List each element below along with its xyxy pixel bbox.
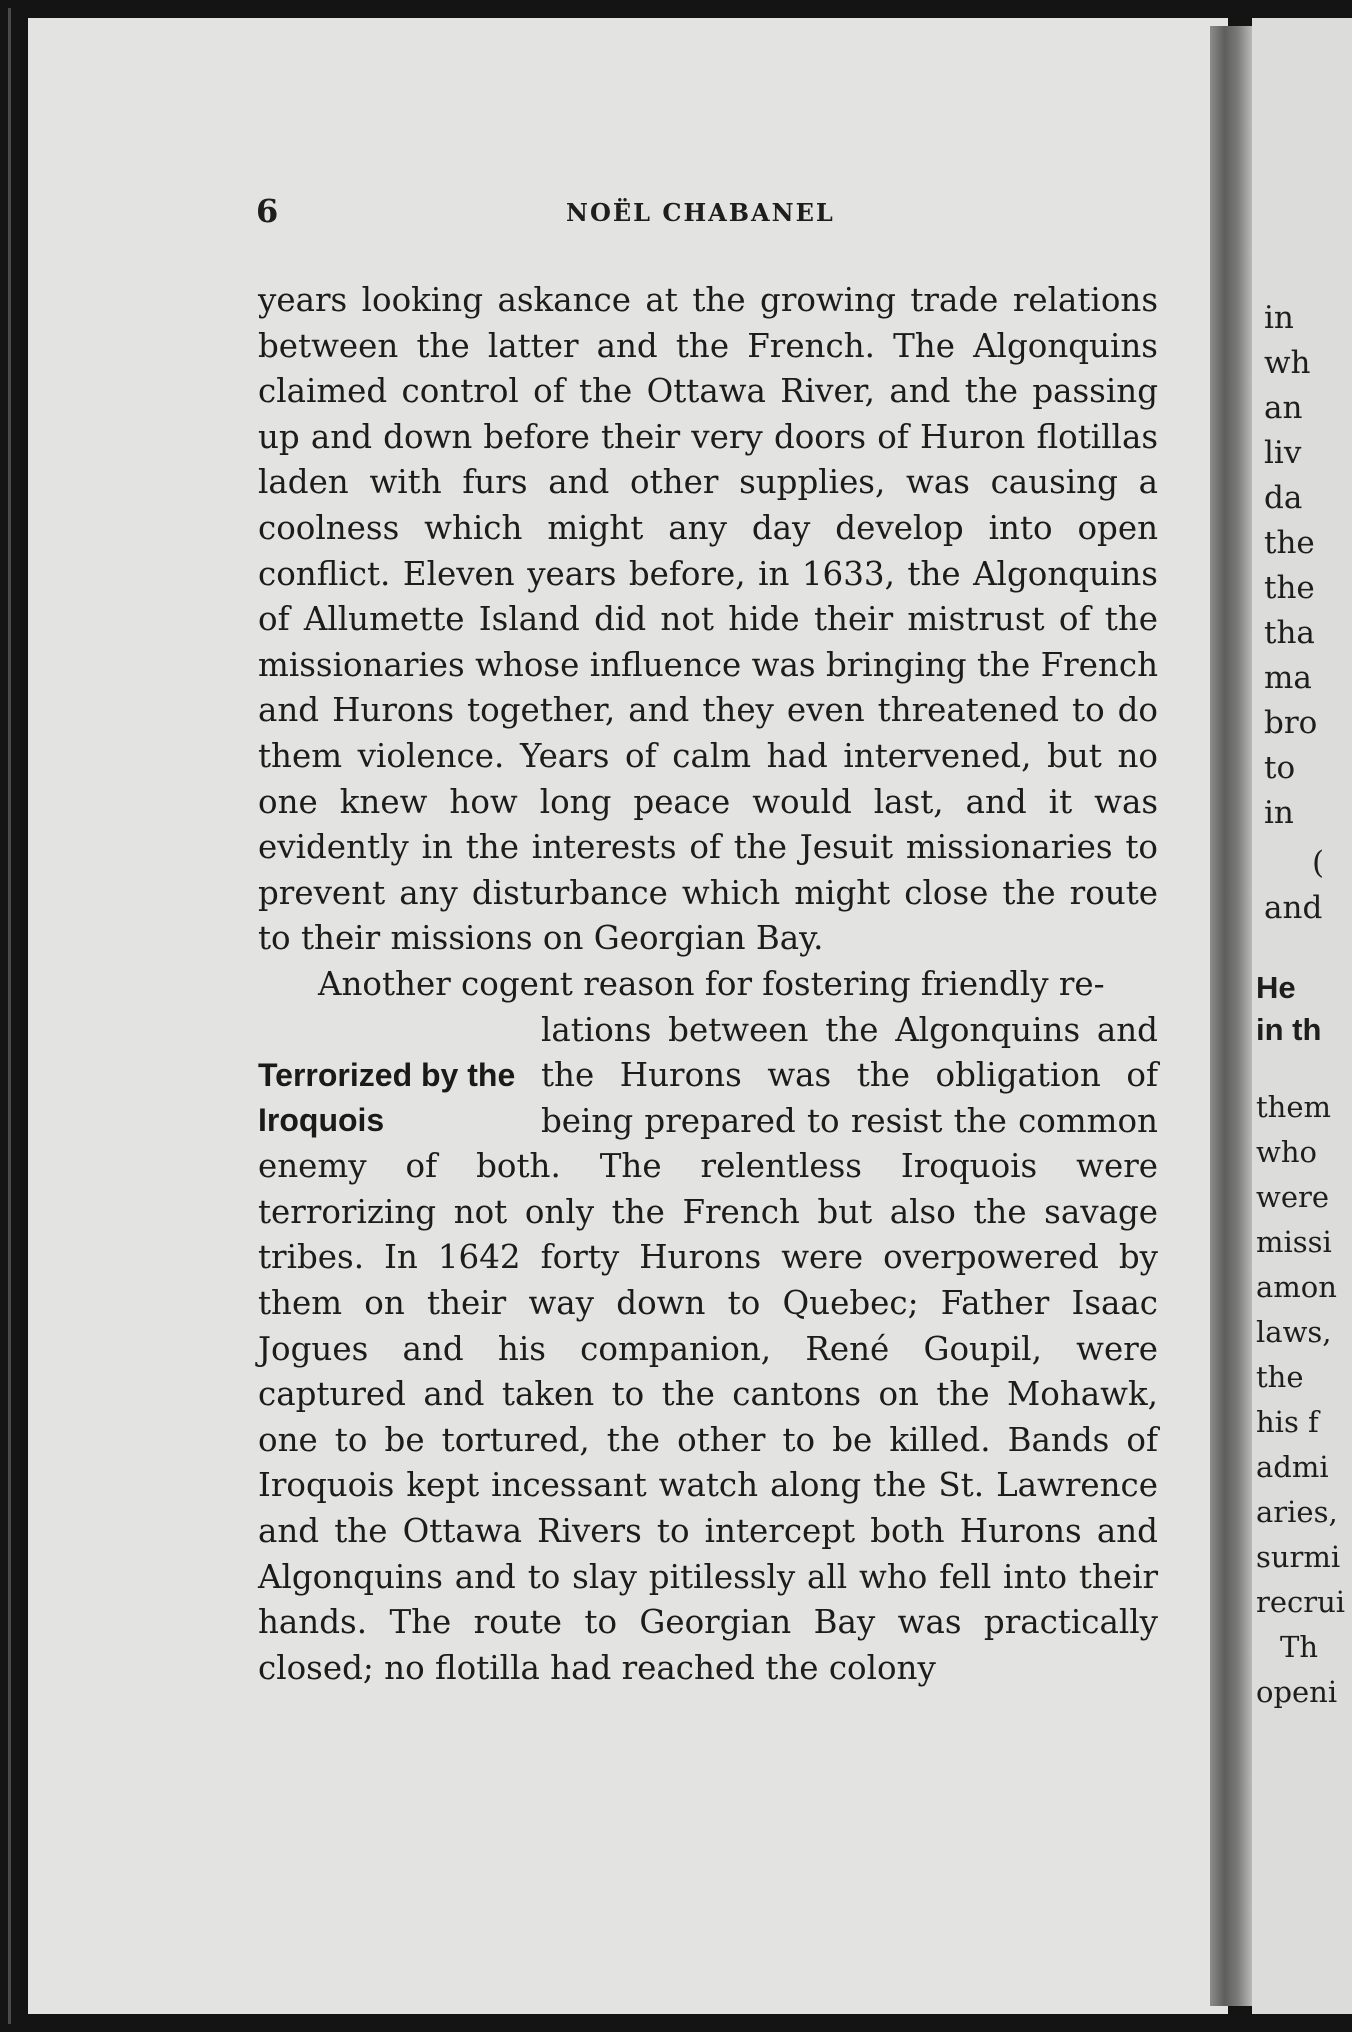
paragraph-start: Another cogent reason for fostering friendly re- — [318, 964, 1105, 1003]
paragraph: lations between the Algonquins and the Hurons was the obligation of being prepared to resist the common enemy of both. The relentless Iroquois were terrorizing not only the French but also the savage tribes. In 1642 forty Hurons were overpowered by them on their way down to Quebec; Father Isaac Jogues and his companion, René Goupil, were captured and taken to the cantons on the Mohawk, one to be tortured, the other to be killed. Bands of Iroquois kept incessant watch along the St. Lawrence and the Ottawa Rivers to intercept both Hurons and Algonquins and to slay pitilessly all who fell into their hands. The route to Georgian Bay was practically closed; no flotilla had reached the colony — [258, 1010, 1158, 1687]
facing-page-fragment: to — [1264, 750, 1296, 786]
facing-page-fragment: an — [1264, 390, 1303, 426]
facing-page-fragment: were — [1256, 1180, 1330, 1214]
facing-page-fragment: amon — [1256, 1270, 1337, 1304]
page-header — [256, 192, 1156, 232]
body-text — [258, 278, 1158, 1691]
facing-page-fragment: in — [1264, 300, 1294, 336]
facing-page-fragment: ma — [1264, 660, 1312, 696]
facing-page-fragment: da — [1264, 480, 1303, 516]
facing-page-fragment: recrui — [1256, 1585, 1346, 1619]
facing-page-fragment: and — [1264, 890, 1323, 926]
page-number: 6 — [256, 192, 279, 230]
book-gutter — [1210, 26, 1252, 2006]
facing-page-fragment: in — [1264, 795, 1294, 831]
facing-page-fragment: them — [1256, 1090, 1331, 1124]
facing-page-fragment: his f — [1256, 1405, 1319, 1439]
facing-page-fragment: who — [1256, 1135, 1317, 1169]
facing-page-fragment: wh — [1264, 345, 1311, 381]
facing-page-fragment: laws, — [1256, 1315, 1332, 1349]
paragraph: years looking askance at the growing trade relations between the latter and the French. The Algonquins claimed control of the Ottawa River, and the passing up and down before their very doors of Huron flotillas laden with furs and other supplies, was causing a coolness which might any day develop into open conflict. Eleven years before, in 1633, the Algonquins of Allumette Island did not hide their mistrust of the missionaries whose influence was bringing the French and Hurons together, and they even threatened to do them violence. Years of calm had intervened, but no one knew how long peace would last, and it was evidently in the interests of the Jesuit missionaries to prevent any disturbance which might close the route to their missions on Georgian Bay. — [258, 281, 1158, 958]
marginal-heading: Terrorized by the Iroquois — [258, 1056, 516, 1138]
facing-page-fragment: admi — [1256, 1450, 1329, 1484]
facing-page-fragment: Th — [1280, 1630, 1319, 1664]
running-title: NOËL CHABANEL — [566, 198, 835, 227]
facing-page-fragment: surmi — [1256, 1540, 1341, 1574]
facing-page-fragment: the — [1264, 570, 1315, 606]
facing-page-fragment: aries, — [1256, 1495, 1338, 1529]
facing-page-fragment: in th — [1256, 1012, 1322, 1047]
facing-page-fragment: openi — [1256, 1675, 1338, 1709]
facing-page-fragment: the — [1256, 1360, 1304, 1394]
facing-page-fragment: tha — [1264, 615, 1315, 651]
facing-page-fragment: bro — [1264, 705, 1318, 741]
facing-page-fragment: liv — [1264, 435, 1302, 471]
facing-page — [1252, 18, 1352, 2014]
facing-page-fragment: He — [1256, 970, 1296, 1005]
facing-page-fragment: ( — [1312, 845, 1325, 881]
facing-page-fragment: missi — [1256, 1225, 1332, 1259]
facing-page-fragment: the — [1264, 525, 1315, 561]
